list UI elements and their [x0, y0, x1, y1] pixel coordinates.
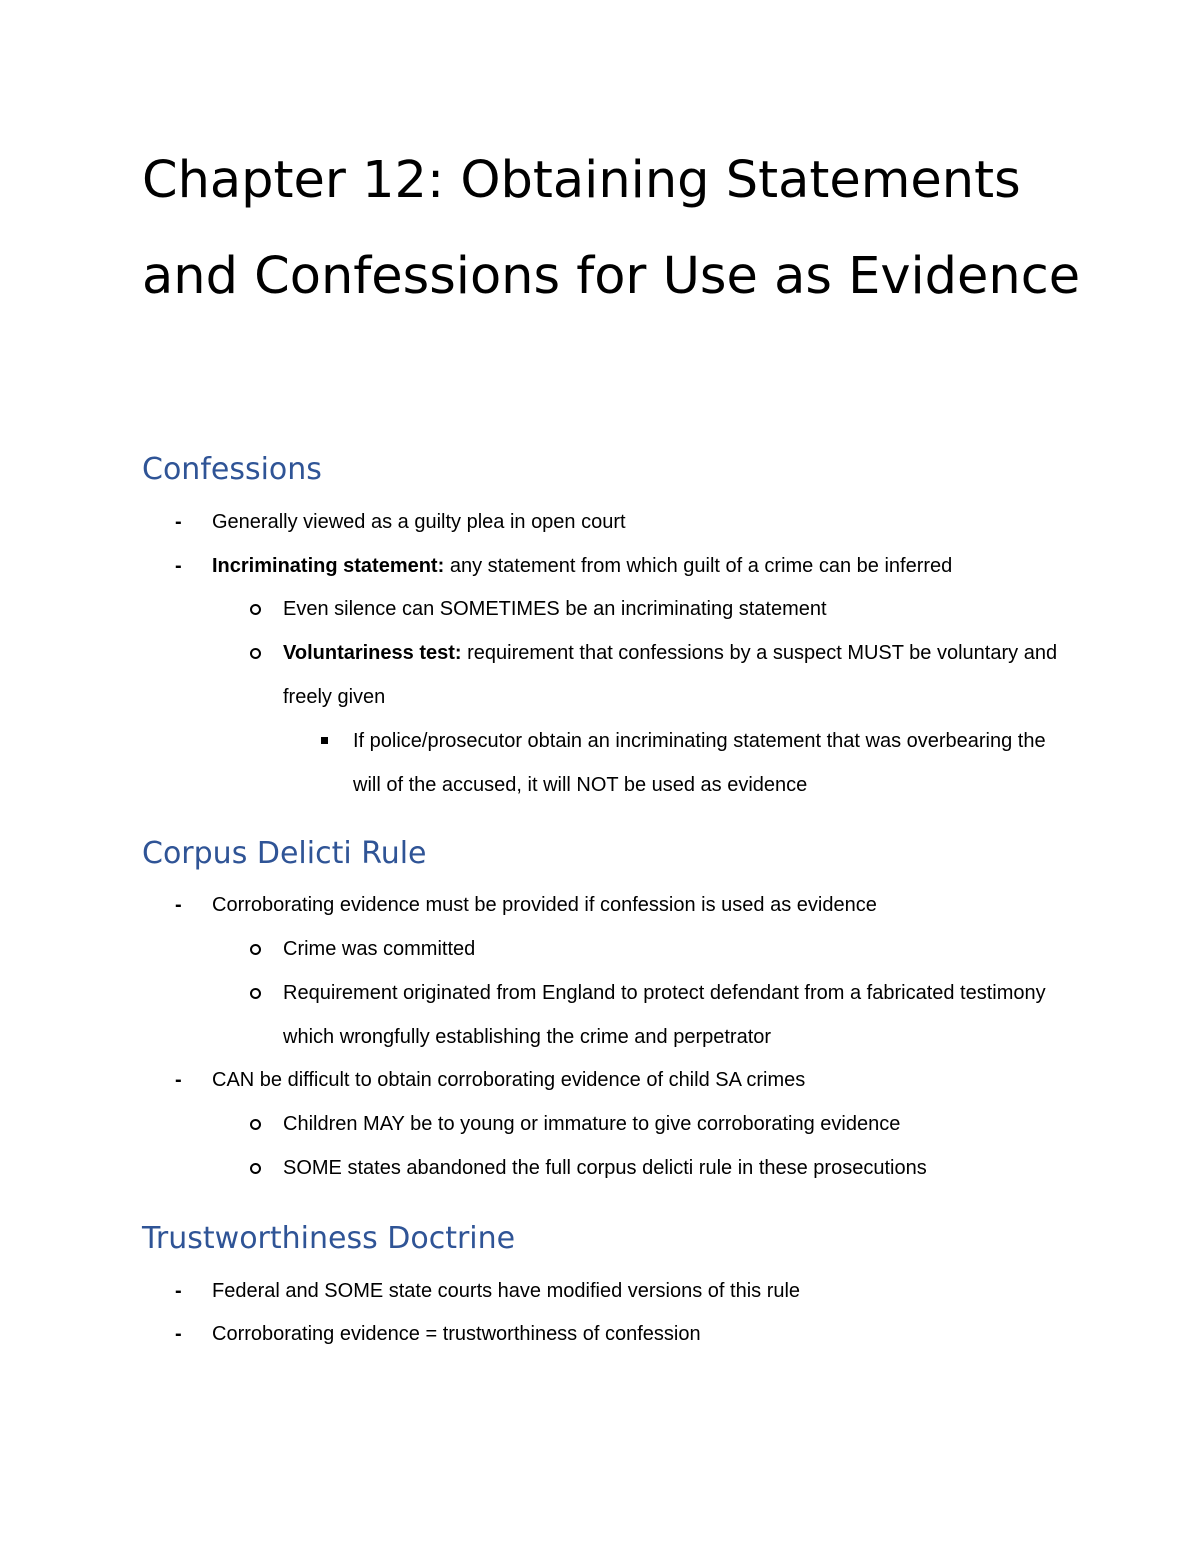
list-item	[175, 544, 1072, 588]
circle-bullet-icon	[250, 604, 261, 615]
circle-bullet-icon	[250, 648, 261, 659]
section-heading-trustworthiness: Trustworthiness Doctrine	[142, 1221, 516, 1256]
item-text: Corroborating evidence must be provided if confession is used as evidence	[212, 894, 877, 916]
dash-bullet-icon: -	[175, 555, 182, 577]
dash-bullet-icon: -	[175, 1280, 182, 1302]
dash-bullet-icon: -	[175, 511, 182, 533]
document-title: Chapter 12: Obtaining Statements and Confessions for Use as Evidence	[142, 151, 1081, 306]
list-item	[283, 971, 1063, 1059]
item-text: Corroborating evidence = trustworthiness of confession	[212, 1323, 701, 1345]
item-text: Federal and SOME state courts have modified versions of this rule	[212, 1280, 801, 1302]
item-text: Requirement originated from England to protect defendant from a fabricated testimony which wrongfully establishing the crime and perpetrator	[283, 982, 1046, 1048]
item-text: requirement that confessions by a suspect MUST be voluntary and freely given	[283, 642, 1058, 708]
item-text: Generally viewed as a guilty plea in open court	[212, 511, 626, 533]
list-item	[283, 1146, 1063, 1190]
dash-bullet-icon: -	[175, 1323, 182, 1345]
list-item	[283, 587, 1063, 631]
list-item	[283, 927, 1063, 971]
section-heading-confessions: Confessions	[142, 452, 322, 487]
item-term: Incriminating statement:	[212, 555, 445, 577]
circle-bullet-icon	[250, 1119, 261, 1130]
list-item	[175, 883, 1072, 927]
circle-bullet-icon	[250, 988, 261, 999]
list-item	[353, 719, 1073, 807]
list-item	[175, 1269, 1072, 1313]
list-item	[283, 631, 1063, 719]
item-text: Even silence can SOMETIMES be an incriminating statement	[283, 598, 827, 620]
dash-bullet-icon: -	[175, 894, 182, 916]
item-text: CAN be difficult to obtain corroborating evidence of child SA crimes	[212, 1069, 806, 1091]
item-term: Voluntariness test:	[283, 642, 462, 664]
section-heading-corpus-delicti: Corpus Delicti Rule	[142, 836, 427, 871]
circle-bullet-icon	[250, 944, 261, 955]
item-text: Crime was committed	[283, 938, 476, 960]
list-item	[175, 500, 1072, 544]
list-item	[175, 1312, 1072, 1356]
item-text: If police/prosecutor obtain an incriminating statement that was overbearing the will of the accused, it will NOT be used as evidence	[353, 730, 1046, 796]
item-text: any statement from which guilt of a crime can be inferred	[444, 555, 953, 577]
item-text: SOME states abandoned the full corpus delicti rule in these prosecutions	[283, 1157, 927, 1179]
dash-bullet-icon: -	[175, 1069, 182, 1091]
list-item	[283, 1102, 1063, 1146]
list-item	[175, 1058, 1072, 1102]
item-text: Children MAY be to young or immature to give corroborating evidence	[283, 1113, 901, 1135]
circle-bullet-icon	[250, 1163, 261, 1174]
square-bullet-icon	[321, 737, 328, 744]
